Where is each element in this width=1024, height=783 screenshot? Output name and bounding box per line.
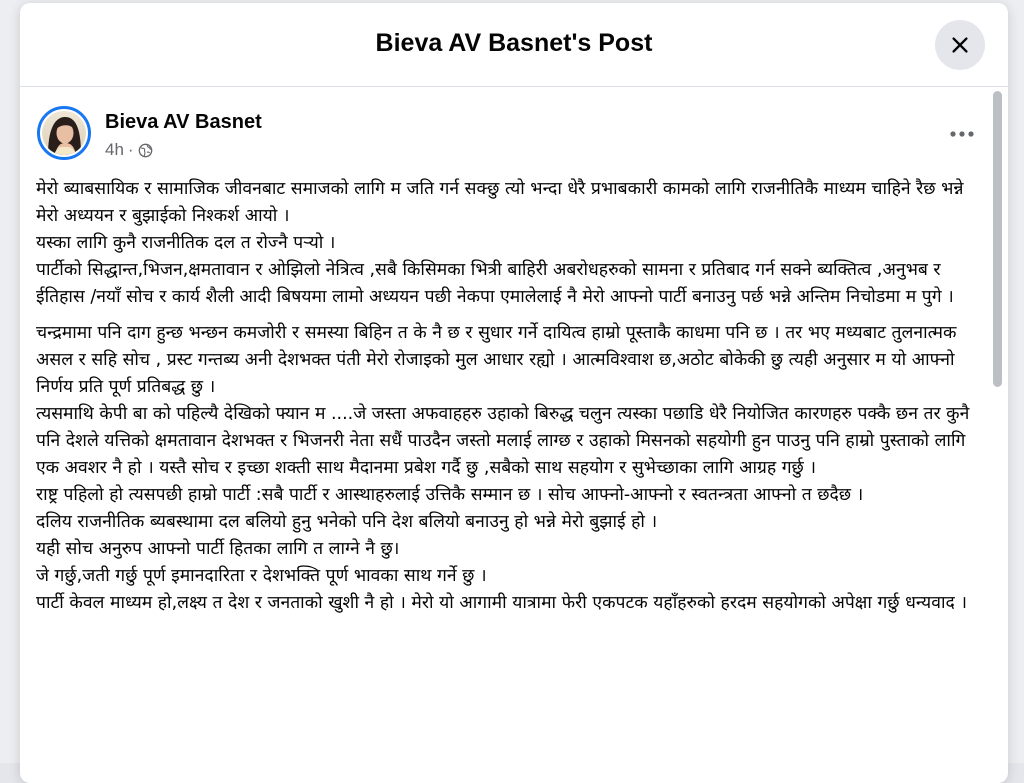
meta-separator: · [127, 140, 134, 159]
close-button[interactable] [935, 20, 985, 70]
post [20, 87, 990, 783]
avatar-photo [42, 111, 86, 155]
close-icon [949, 34, 971, 56]
dialog-title: Bieva AV Basnet's Post [375, 29, 653, 57]
post-options-button[interactable] [945, 117, 979, 151]
post-paragraph: यस्का लागि कुनै राजनीतिक दल त रोज्नै पर्‍यो । [36, 233, 336, 253]
post-text [36, 176, 981, 617]
avatar[interactable] [37, 106, 91, 160]
post-paragraph: पार्टीको सिद्धान्त,भिजन,क्षमतावान र ओझिलो नेत्रित्व ,सबै किसिमका भित्री बाहिरी अबरोधहरुको सामना र प्रतिबाद गर्न सक्ने ब्यक्तित्व ,अनुभब र ईतिहास /नयाँ सोच र कार्य शैली आदी बिषयमा लामो अध्ययन पछी नेकपा एमालेलाई नै मेरो आफ्नो पार्टी बनाउनु पर्छ भन्ने अन्तिम निचोडमा म पुगे । [36, 260, 954, 307]
dialog-header [20, 3, 1008, 87]
post-paragraph: चन्द्रमामा पनि दाग हुन्छ भन्छन कमजोरी र समस्या बिहिन त के नै छ र सुधार गर्ने दायित्व हाम्रो पूस्ताकै काधमा पनि छ । तर भए मध्यबाट तुलनात्मक असल र सहि सोच , प्रस्ट गन्तब्य अनी देशभक्त पंती मेरो रोजाइको मुल आधार रह्यो । आत्मविश्वाश छ,अठोट बोकेकी छु त्यही अनुसार म यो आफ्नो निर्णय प्रति पूर्ण प्रतिबद्ध छु । [36, 323, 957, 397]
scrollbar-thumb[interactable] [993, 91, 1002, 387]
post-paragraph: जे गर्छु,जती गर्छु पूर्ण इमानदारिता र देशभक्ति पूर्ण भावका साथ गर्ने छु । [36, 566, 487, 586]
author-name[interactable]: Bieva AV Basnet [105, 111, 262, 133]
post-paragraph: पार्टी केवल माध्यम हो,लक्ष्य त देश र जनताको खुशी नै हो । मेरो यो आगामी यात्रामा फेरी एकपटक यहाँहरुको हरदम सहयोगको अपेक्षा गर्छु धन्यवाद । [36, 593, 967, 613]
globe-icon [138, 143, 153, 158]
post-timestamp[interactable]: 4h [105, 140, 124, 159]
post-paragraph: मेरो ब्याबसायिक र सामाजिक जीवनबाट समाजको लागि म जति गर्न सक्छु त्यो भन्दा धेरै प्रभाबकारी कामको लागि राजनीतिकै माध्यम चाहिने रैछ भन्ने मेरो अध्ययन र बुझाईको निश्कर्श आयो । [36, 179, 964, 226]
dialog-scrollbar[interactable] [990, 87, 1008, 783]
post-paragraph: दलिय राजनीतिक ब्यबस्थामा दल बलियो हुनु भनेको पनि देश बलियो बनाउनु हो भन्ने मेरो बुझाई हो । [36, 512, 658, 532]
post-paragraph: राष्ट्र पहिलो हो त्यसपछी हाम्रो पार्टी :सबै पार्टी र आस्थाहरुलाई उत्तिकै सम्मान छ । सोच आफ्नो-आफ्नो र स्वतन्त्रता आफ्नो त छदैछ । [36, 485, 864, 505]
post-paragraph: यही सोच अनुरुप आफ्नो पार्टी हितका लागि त लाग्ने नै छु। [36, 539, 400, 559]
post-meta [105, 140, 153, 160]
post-dialog [20, 3, 1008, 783]
post-paragraph: त्यसमाथि केपी बा को पहिल्यै देखिको फ्यान म ....जे जस्ता अफवाहहरु उहाको बिरुद्ध चलुन त्यस्का पछाडि धेरै नियोजित कारणहरु पक्कै छन तर कुनै पनि देशले यत्तिको क्षमतावान देशभक्त र भिजनरी नेता सधैं पाउदैन जस्तो मलाई लाग्छ र उहाको मिसनको सहयोगी हुन पाउनु पनि हाम्रो पुस्ताको लागि एक अवशर नै हो । यस्तै सोच र इच्छा शक्ती साथ मैदानमा प्रबेश गर्दै छु ,सबैको साथ सहयोग र सुभेच्छाका लागि आग्रह गर्छु । [36, 404, 970, 478]
more-options-icon [949, 130, 975, 138]
